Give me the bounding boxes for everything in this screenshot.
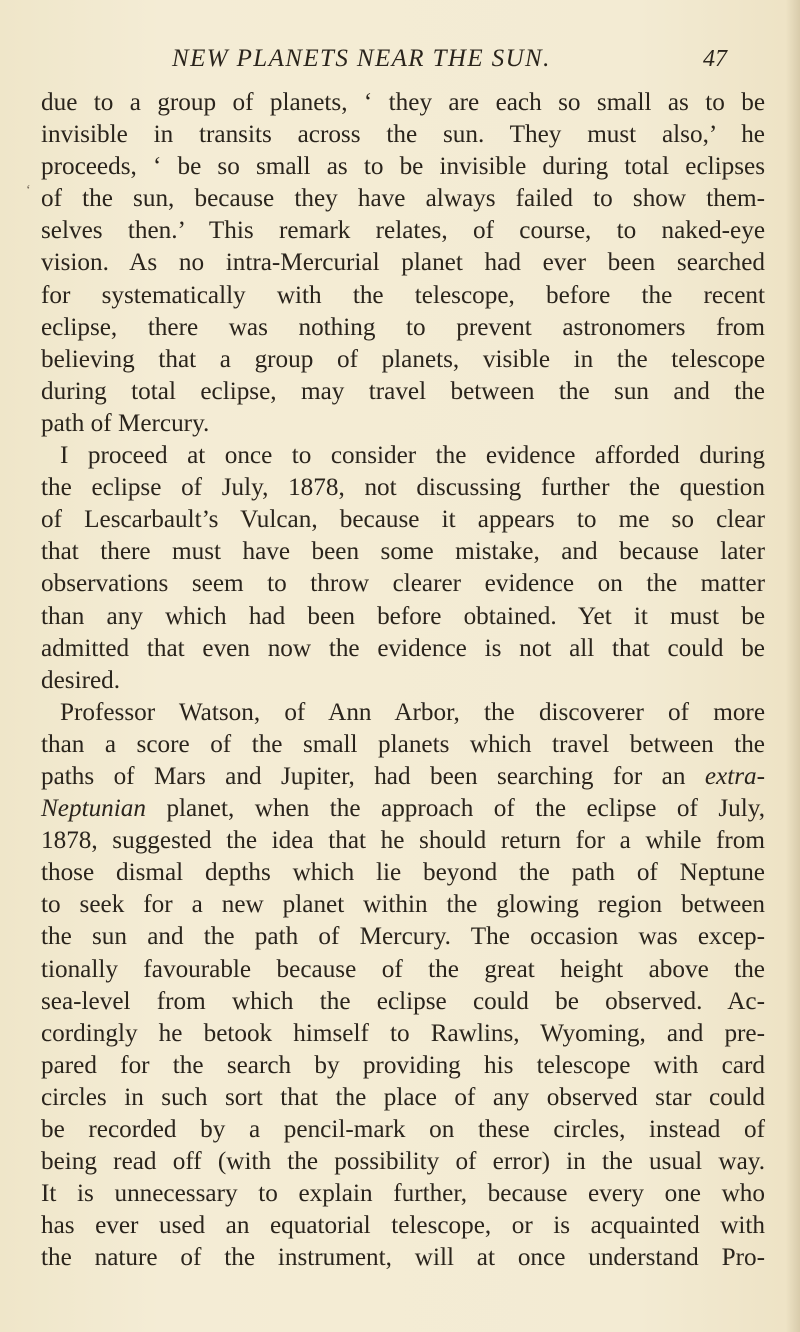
margin-mark: ‘ xyxy=(26,183,31,198)
text-line: proceeds, ‘ be so small as to be invisible during total eclipses xyxy=(41,153,765,181)
text-line: selves then.’ This remark relates, of course, to naked-eye xyxy=(41,217,765,245)
text-line: eclipse, there was nothing to prevent astronomers from xyxy=(41,313,765,341)
text-line: invisible in transits across the sun. They must also,’ he xyxy=(41,121,765,149)
text-line: Professor Watson, of Ann Arbor, the discoverer of more xyxy=(60,698,765,726)
body-text xyxy=(41,87,765,1274)
text-line: I proceed at once to consider the evidence afforded during xyxy=(60,442,765,470)
text-line xyxy=(41,761,765,793)
text-line: than any which had been before obtained. Yet it must be xyxy=(41,602,765,630)
text-line: observations seem to throw clearer evidence on the matter xyxy=(41,570,765,598)
line-text: planet, when the approach of the eclipse of July, xyxy=(166,795,766,823)
text-line: cordingly he betook himself to Rawlins, Wyoming, and pre- xyxy=(41,1019,765,1047)
running-head-title: NEW PLANETS NEAR THE SUN. xyxy=(172,45,551,72)
text-line: for systematically with the telescope, before the recent xyxy=(41,281,765,309)
text-line: of the sun, because they have always failed to show them- xyxy=(41,185,765,213)
page-number: 47 xyxy=(703,46,727,72)
text-line: circles in such sort that the place of any observed star could xyxy=(41,1083,765,1111)
text-line: due to a group of planets, ‘ they are each so small as to be xyxy=(41,89,765,116)
text-line: the eclipse of July, 1878, not discussing further the question xyxy=(41,474,765,502)
text-line: the sun and the path of Mercury. The occasion was excep- xyxy=(41,923,765,951)
text-line: be recorded by a pencil-mark on these circles, instead of xyxy=(41,1116,765,1143)
italic-word: Neptunian xyxy=(41,795,146,823)
text-line: to seek for a new planet within the glowing region between xyxy=(41,891,765,919)
text-line: pared for the search by providing his telescope with card xyxy=(41,1051,765,1079)
text-line: during total eclipse, may travel between the sun and the xyxy=(41,377,765,405)
text-line: vision. As no intra-Mercurial planet had ever been searched xyxy=(41,249,765,277)
text-line: path of Mercury. xyxy=(41,409,210,437)
text-line: being read off (with the possibility of error) in the usual way. xyxy=(41,1148,765,1176)
running-head xyxy=(0,44,800,74)
text-line: of Lescarbault’s Vulcan, because it appears to me so clear xyxy=(41,506,765,534)
text-line xyxy=(41,793,765,825)
text-line: tionally favourable because of the great height above the xyxy=(41,955,765,983)
text-line: believing that a group of planets, visible in the telescope xyxy=(41,345,765,373)
text-line: 1878, suggested the idea that he should return for a while from xyxy=(41,827,765,855)
text-line: sea-level from which the eclipse could be observed. Ac- xyxy=(41,987,765,1015)
text-line: admitted that even now the evidence is not all that could be xyxy=(41,634,765,662)
text-line: desired. xyxy=(41,666,121,694)
text-line: that there must have been some mistake, and because later xyxy=(41,538,765,566)
text-line: has ever used an equatorial telescope, or is acquainted with xyxy=(41,1212,765,1240)
italic-word: extra- xyxy=(704,762,765,790)
text-line: those dismal depths which lie beyond the path of Neptune xyxy=(41,859,765,887)
text-line: than a score of the small planets which travel between the xyxy=(41,730,765,758)
page-edge-shadow xyxy=(786,0,800,1332)
line-text: paths of Mars and Jupiter, had been searching for an xyxy=(41,762,686,790)
text-line: the nature of the instrument, will at once understand Pro- xyxy=(41,1244,765,1272)
text-line: It is unnecessary to explain further, because every one who xyxy=(41,1180,765,1208)
